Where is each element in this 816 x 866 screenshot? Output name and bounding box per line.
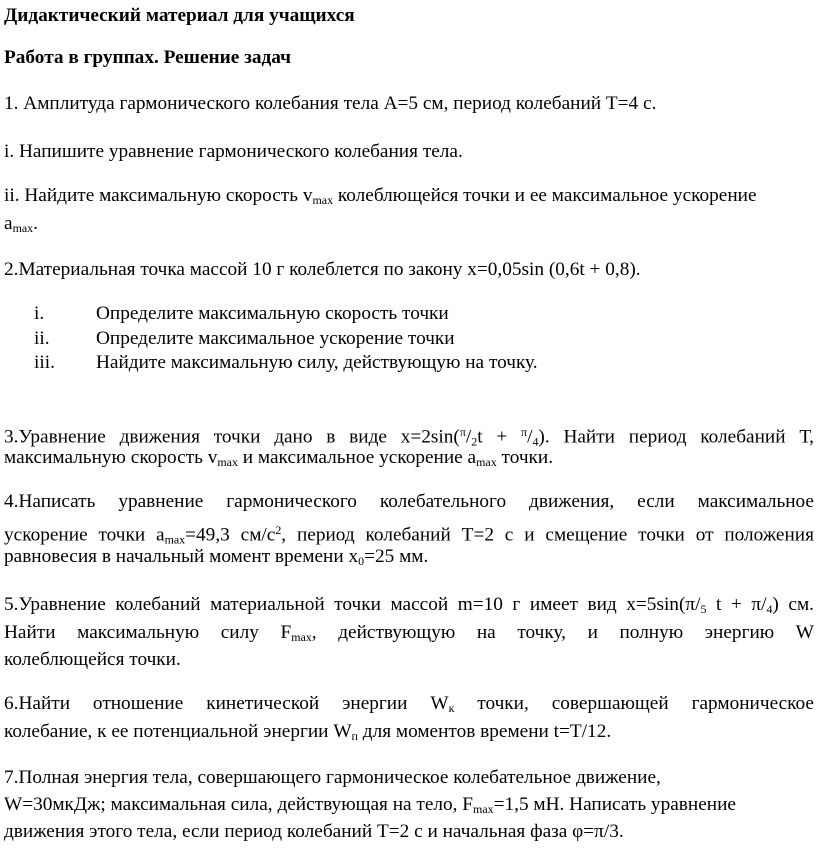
problem-1: 1. Амплитуда гармонического колебания тела А=5 см, период колебаний Т=4 с. xyxy=(4,93,657,114)
problem-7-line-1: 7.Полная энергия тела, совершающего гармоническое колебательное движение, xyxy=(4,767,661,788)
list-item-number: ii. xyxy=(34,328,50,349)
problem-3-line-2: максимальную скорость $v_{max}$ и максимальное ускорение $a_{max}$ точки. xyxy=(4,447,554,469)
problem-4-line-2: ускорение точки $a_{max}=49,3$ $см/с^2$, период колебаний Т=2 с и смещение точки от положения xyxy=(4,523,814,547)
list-item: Найдите максимальную силу, действующую на точку. xyxy=(96,352,538,373)
list-item-number: i. xyxy=(34,303,45,324)
problem-7-line-3: движения этого тела, если период колебаний Т=2 с и начальная фаза φ=π/3. xyxy=(4,821,624,842)
problem-5-line-1: 5.Уравнение колебаний материальной точки массой m=10 г имеет вид $x=5\sin(\pi/_5$ $t + \pi/_4$) см. xyxy=(4,594,814,616)
problem-4-line-1: 4.Написать уравнение гармонического колебательного движения, если максимальное xyxy=(4,491,814,512)
list-item: Определите максимальное ускорение точки xyxy=(96,328,455,349)
section-subheading: Работа в группах. Решение задач xyxy=(4,47,291,68)
problem-1-item-ii: ii. Найдите максимальную скорость $v_{max}$ колеблющейся точки и ее максимальное ускорение xyxy=(4,185,757,207)
problem-6-line-2: колебание, к ее потенциальной энергии $W_п$ для моментов времени t=T/12. xyxy=(4,721,612,743)
document-heading: Дидактический материал для учащихся xyxy=(4,5,355,26)
problem-4-line-3: равновесия в начальный момент времени $х_0=25$ мм. xyxy=(4,546,429,568)
problem-5-line-3: колеблющейся точки. xyxy=(4,649,181,670)
problem-1-item-i: i. Напишите уравнение гармонического колебания тела. xyxy=(4,141,463,162)
problem-7-line-2: W=30мкДж; максимальная сила, действующая на тело, $F_{max}=1,5$ мН. Написать уравнение xyxy=(4,794,736,816)
problem-2: 2.Материальная точка массой 10 г колеблется по закону x=0,05sin (0,6t + 0,8). xyxy=(4,259,641,280)
list-item: Определите максимальную скорость точки xyxy=(96,303,449,324)
problem-3-line-1: 3.Уравнение движения точки дано в виде $x=2\sin(^\pi/_2t + ^\pi/_4)$. Найти период колебаний Т, xyxy=(4,425,815,449)
problem-1-item-ii-cont: $a_{max}$. xyxy=(4,213,38,235)
list-item-number: iii. xyxy=(34,352,55,373)
problem-6-line-1: 6.Найти отношение кинетической энергии $W_к$ точки, совершающей гармоническое xyxy=(4,693,814,715)
problem-5-line-2: Найти максимальную силу $F_{max}$, действующую на точку, и полную энергию W xyxy=(4,622,814,644)
